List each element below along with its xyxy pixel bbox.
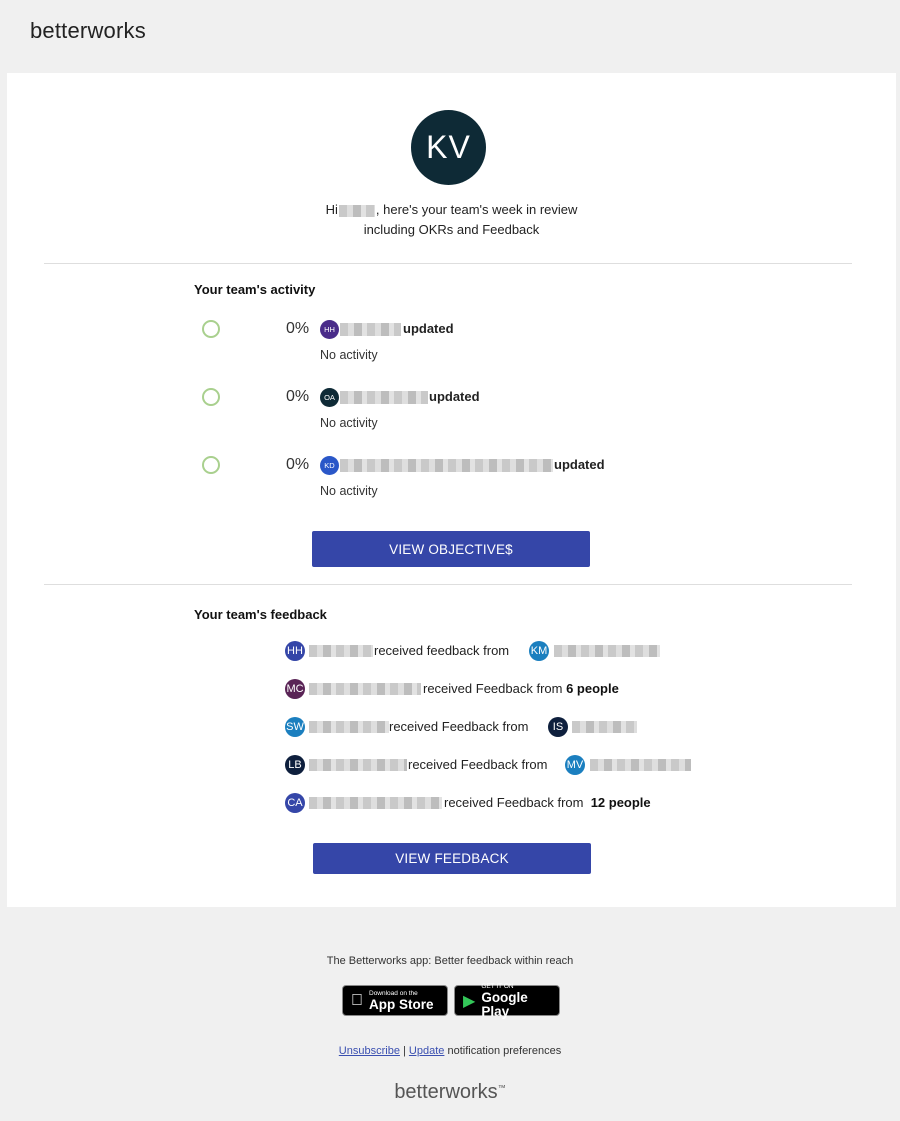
feedback-item[interactable] bbox=[7, 755, 896, 777]
feedback-item[interactable] bbox=[7, 679, 896, 701]
avatar: IS bbox=[548, 717, 568, 737]
avatar: MC bbox=[285, 679, 305, 699]
progress-percent: 0% bbox=[286, 456, 310, 473]
avatar: KD bbox=[320, 456, 339, 475]
redacted-name bbox=[309, 645, 373, 657]
redacted-name bbox=[340, 459, 553, 472]
activity-item[interactable] bbox=[7, 320, 896, 380]
app-tagline: The Betterworks app: Better feedback within reach bbox=[326, 955, 574, 967]
trademark: ™ bbox=[497, 1083, 506, 1093]
play-icon: ▶ bbox=[463, 992, 476, 1010]
view-feedback-button[interactable]: VIEW FEEDBACK bbox=[313, 843, 591, 874]
activity-status: No activity bbox=[320, 416, 378, 430]
app-store-big: App Store bbox=[357, 996, 422, 1012]
progress-percent: 0% bbox=[286, 388, 310, 405]
redacted-name bbox=[572, 721, 637, 733]
feedback-count: 6 people bbox=[566, 681, 619, 696]
google-play-big: Google Play bbox=[481, 989, 528, 1019]
feedback-text bbox=[444, 795, 651, 810]
activity-action: updated bbox=[403, 321, 454, 336]
redacted-name bbox=[309, 721, 389, 733]
activity-status: No activity bbox=[320, 348, 378, 362]
separator: | bbox=[403, 1045, 406, 1057]
avatar: SW bbox=[285, 717, 305, 737]
redacted-name bbox=[340, 391, 428, 404]
google-play-badge[interactable] bbox=[454, 982, 560, 1019]
feedback-item[interactable] bbox=[7, 717, 896, 739]
feedback-text: received feedback from bbox=[374, 643, 510, 658]
redacted-name bbox=[309, 683, 421, 695]
email-card bbox=[7, 73, 896, 907]
avatar: HH bbox=[285, 641, 305, 661]
progress-ring-icon bbox=[202, 388, 220, 406]
activity-title: Your team's activity bbox=[194, 282, 316, 297]
feedback-text: received Feedback from bbox=[389, 719, 529, 734]
feedback-count: 12 people bbox=[590, 795, 651, 810]
redacted-name bbox=[309, 797, 442, 809]
feedback-item[interactable] bbox=[7, 793, 896, 815]
avatar: LB bbox=[285, 755, 305, 775]
activity-item[interactable] bbox=[7, 388, 896, 448]
redacted-name bbox=[340, 323, 401, 336]
feedback-text: received Feedback from bbox=[408, 757, 548, 772]
top-logo: betterworks bbox=[30, 18, 146, 43]
greeting-line2: including OKRs and Feedback bbox=[363, 222, 540, 237]
footer-logo bbox=[0, 1081, 900, 1104]
activity-action: updated bbox=[429, 389, 480, 404]
apple-icon bbox=[351, 992, 363, 1010]
activity-action: updated bbox=[554, 457, 605, 472]
progress-percent: 0% bbox=[286, 320, 310, 337]
feedback-text bbox=[423, 681, 619, 696]
update-link[interactable]: Update bbox=[408, 1045, 445, 1057]
redacted-name bbox=[554, 645, 660, 657]
prefs-text: notification preferences bbox=[447, 1045, 562, 1057]
app-store-small: Download on the bbox=[357, 989, 406, 997]
feedback-phrase: received Feedback from bbox=[444, 795, 584, 810]
redacted-name bbox=[309, 759, 407, 771]
google-play-small: GET IT ON bbox=[481, 982, 514, 990]
divider bbox=[44, 263, 852, 264]
redacted-name bbox=[590, 759, 691, 771]
avatar: MV bbox=[565, 755, 585, 775]
divider bbox=[44, 584, 852, 585]
user-avatar: KV bbox=[411, 110, 486, 185]
avatar: HH bbox=[320, 320, 339, 339]
redacted-name bbox=[339, 205, 375, 217]
notification-prefs bbox=[0, 1045, 900, 1057]
progress-ring-icon bbox=[202, 320, 220, 338]
greeting-prefix: Hi bbox=[325, 202, 338, 217]
feedback-title: Your team's feedback bbox=[194, 607, 327, 622]
activity-item[interactable] bbox=[7, 456, 896, 516]
avatar: OA bbox=[320, 388, 339, 407]
progress-ring-icon bbox=[202, 456, 220, 474]
view-objectives-button[interactable]: VIEW OBJECTIVE$ bbox=[312, 531, 590, 567]
feedback-phrase: received Feedback from bbox=[423, 681, 563, 696]
avatar: KM bbox=[529, 641, 549, 661]
footer-logo-text: betterworks bbox=[394, 1081, 498, 1103]
greeting-suffix: , here's your team's week in review bbox=[375, 202, 578, 217]
activity-status: No activity bbox=[320, 484, 378, 498]
app-store-badge[interactable] bbox=[342, 985, 448, 1016]
unsubscribe-link[interactable]: Unsubscribe bbox=[338, 1045, 400, 1057]
feedback-item[interactable] bbox=[7, 641, 896, 663]
avatar: CA bbox=[285, 793, 305, 813]
greeting bbox=[7, 200, 896, 240]
